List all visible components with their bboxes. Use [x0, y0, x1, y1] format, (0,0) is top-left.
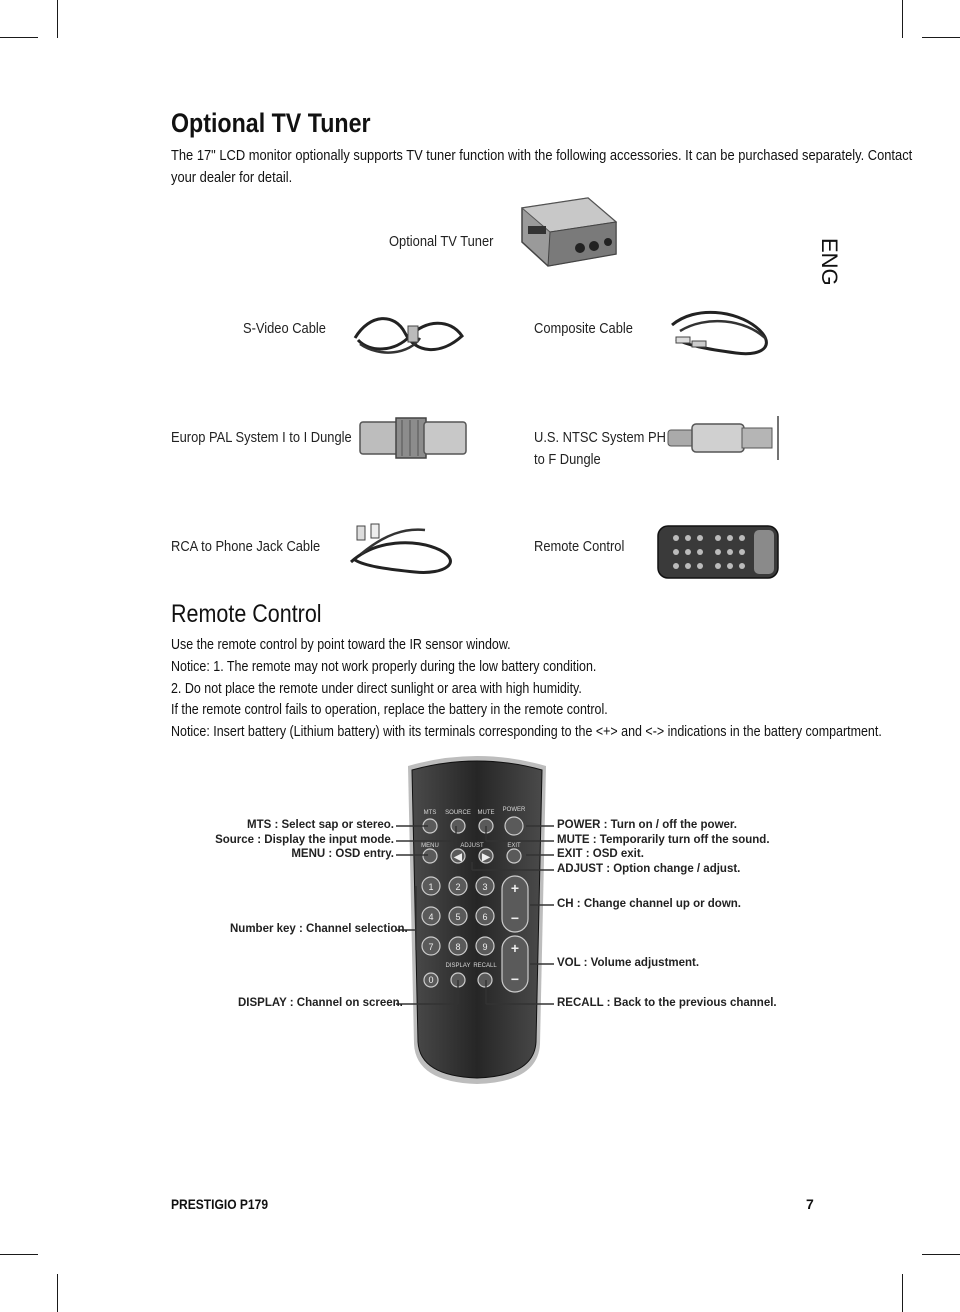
svg-text:+: +	[510, 880, 520, 896]
btn-label-source: SOURCE	[445, 810, 471, 816]
svg-text:−: −	[510, 910, 520, 926]
label-ntsc-dungle-2: to F Dungle	[534, 451, 601, 468]
btn-label-display: DISPLAY	[445, 963, 471, 969]
annotation-power: POWER : Turn on / off the power.	[557, 819, 737, 831]
remote-key-3: 3	[482, 882, 488, 892]
intro-paragraph: The 17" LCD monitor optionally supports TV tuner function with the following accessories. It can be purchased separately. Contact your dealer for detail.	[171, 147, 913, 186]
btn-label-power: POWER	[502, 807, 526, 813]
instruction-line: Notice: 1. The remote may not work properly during the low battery condition.	[171, 658, 597, 675]
label-ntsc-dungle-1: U.S. NTSC System PH	[534, 429, 666, 446]
svg-text:−: −	[510, 971, 520, 987]
label-tv-tuner: Optional TV Tuner	[389, 233, 494, 250]
annotation-menu: MENU : OSD entry.	[291, 848, 394, 860]
label-svideo-cable: S-Video Cable	[243, 320, 326, 337]
instruction-line: 2. Do not place the remote under direct sunlight or area with high humidity.	[171, 680, 582, 697]
annotation-adjust: ADJUST : Option change / adjust.	[557, 863, 741, 875]
footer-page-number: 7	[806, 1196, 814, 1212]
side-tab-language: ENG	[817, 238, 842, 286]
remote-key-6: 6	[482, 912, 488, 922]
svg-text:+: +	[510, 940, 520, 956]
svg-text:▶: ▶	[482, 852, 490, 863]
btn-label-exit: EXIT	[507, 843, 521, 849]
btn-label-menu: MENU	[421, 843, 439, 849]
annotation-recall: RECALL : Back to the previous channel.	[557, 997, 777, 1009]
annotation-mts: MTS : Select sap or stereo.	[247, 819, 394, 831]
remote-key-0: 0	[428, 975, 434, 985]
remote-key-2: 2	[455, 882, 461, 892]
btn-label-recall: RECALL	[473, 963, 497, 969]
btn-label-mts: MTS	[423, 810, 437, 816]
instruction-line: Notice: Insert battery (Lithium battery) with its terminals corresponding to the <+> and <-> indications in the battery compartment.	[171, 724, 882, 741]
label-remote-control: Remote Control	[534, 538, 625, 555]
label-rca-cable: RCA to Phone Jack Cable	[171, 538, 321, 555]
annotation-vol: VOL : Volume adjustment.	[557, 957, 700, 969]
remote-key-1: 1	[428, 882, 434, 892]
instruction-line: Use the remote control by point toward the IR sensor window.	[171, 637, 511, 653]
section-title-tv-tuner: Optional TV Tuner	[171, 108, 371, 138]
footer-model: PRESTIGIO P179	[171, 1196, 269, 1212]
svg-text:◀: ◀	[454, 852, 462, 863]
instruction-line: If the remote control fails to operation, replace the battery in the remote control.	[171, 702, 608, 719]
remote-key-8: 8	[455, 942, 461, 952]
label-composite-cable: Composite Cable	[534, 320, 633, 337]
remote-key-5: 5	[455, 912, 461, 922]
annotation-exit: EXIT : OSD exit.	[557, 848, 644, 860]
label-pal-dungle: Europ PAL System I to I Dungle	[171, 429, 352, 446]
annotation-ch: CH : Change channel up or down.	[557, 898, 741, 910]
annotation-number-key: Number key : Channel selection.	[230, 923, 408, 935]
annotation-display: DISPLAY : Channel on screen.	[238, 997, 403, 1009]
btn-label-adjust: ADJUST	[460, 843, 484, 849]
remote-key-9: 9	[482, 942, 488, 952]
btn-label-mute: MUTE	[477, 810, 495, 816]
remote-key-4: 4	[428, 912, 434, 922]
annotation-source: Source : Display the input mode.	[215, 834, 394, 846]
remote-key-7: 7	[428, 942, 434, 952]
annotation-mute: MUTE : Temporarily turn off the sound.	[557, 834, 770, 846]
section-title-remote-control: Remote Control	[171, 600, 322, 628]
